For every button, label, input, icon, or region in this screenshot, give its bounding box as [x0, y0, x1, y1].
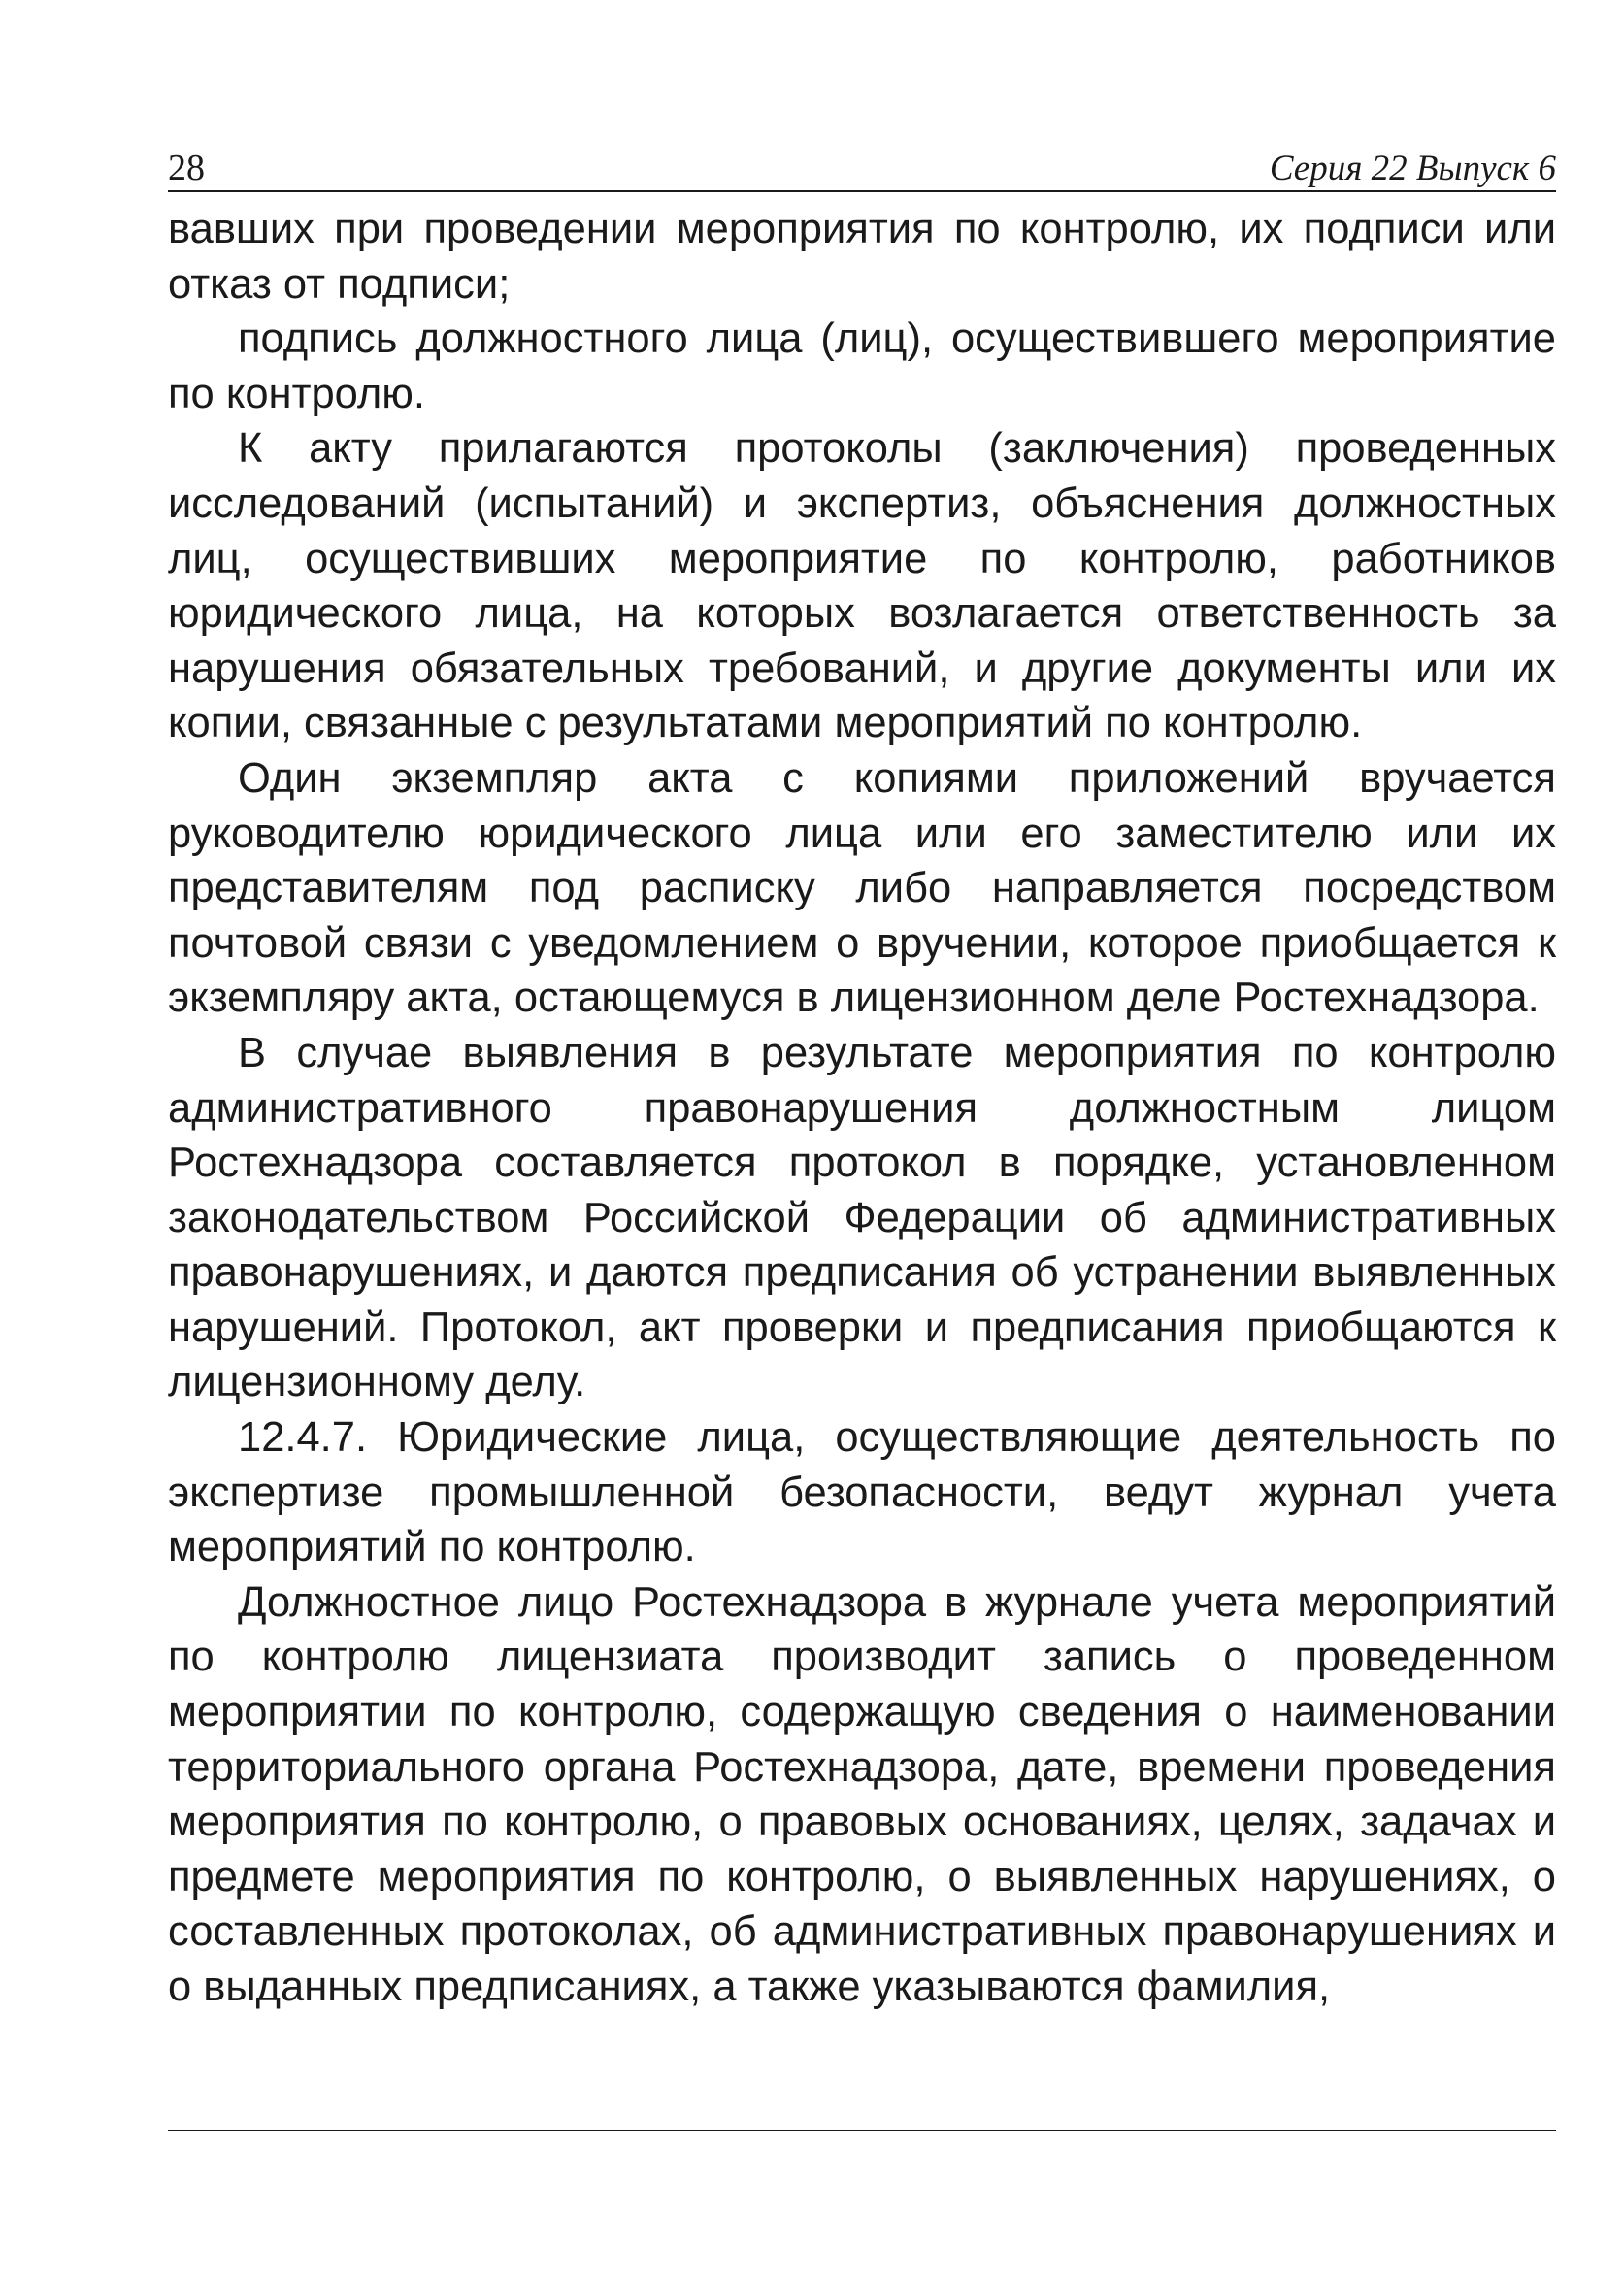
paragraph: В случае выявления в результате мероприятия по контролю административного правонарушения должностным лицом Ростехнадзора составляется протокол в порядке, установленном законодательством Российской Федерации об административных правонарушениях, и даются предписания об устранении выявленных нарушений. Протокол, акт проверки и предписания приобщаются к лицензионному делу.: [168, 1029, 1556, 1406]
paragraph: Один экземпляр акта с копиями приложений вручается руководителю юридического лица или его заместителю или их представителям под расписку либо направляется посредством почтовой связи с уведомлением о вручении, которое приобщается к экземпляру акта, остающемуся в лицензионном деле Ростехнадзора.: [168, 754, 1556, 1022]
running-header: [168, 146, 1556, 192]
series-title: Серия 22 Выпуск 6: [1269, 149, 1556, 188]
paragraph: подпись должностного лица (лиц), осуществившего мероприятие по контролю.: [168, 315, 1556, 417]
paragraph-continued: вавших при проведении мероприятия по контролю, их подписи или отказ от подписи;: [168, 206, 1556, 308]
footer-rule: [168, 2130, 1556, 2131]
page-number: 28: [168, 148, 205, 188]
paragraph-section-12-4-7: 12.4.7. Юридические лица, осуществляющие деятельность по экспертизе промышленной безопасности, ведут журнал учета мероприятий по контролю.: [168, 1414, 1556, 1571]
paragraph: К акту прилагаются протоколы (заключения) проведенных исследований (испытаний) и экспертиз, объяснения должностных лиц, осуществивших мероприятие по контролю, работников юридического лица, на которых возлагается ответственность за нарушения обязательных требований, и другие документы или их копии, связанные с результатами мероприятий по контролю.: [168, 425, 1556, 747]
document-page: [168, 146, 1556, 2015]
body-text: [168, 202, 1556, 2015]
paragraph: Должностное лицо Ростехнадзора в журнале учета мероприятий по контролю лицензиата производит запись о проведенном мероприятии по контролю, содержащую сведения о наименовании территориального органа Ростехнадзора, дате, времени проведения мероприятия по контролю, о правовых основаниях, целях, задачах и предмете мероприятия по контролю, о выявленных нарушениях, о составленных протоколах, об административных правонарушениях и о выданных предписаниях, а также указываются фамилия,: [168, 1578, 1556, 2010]
